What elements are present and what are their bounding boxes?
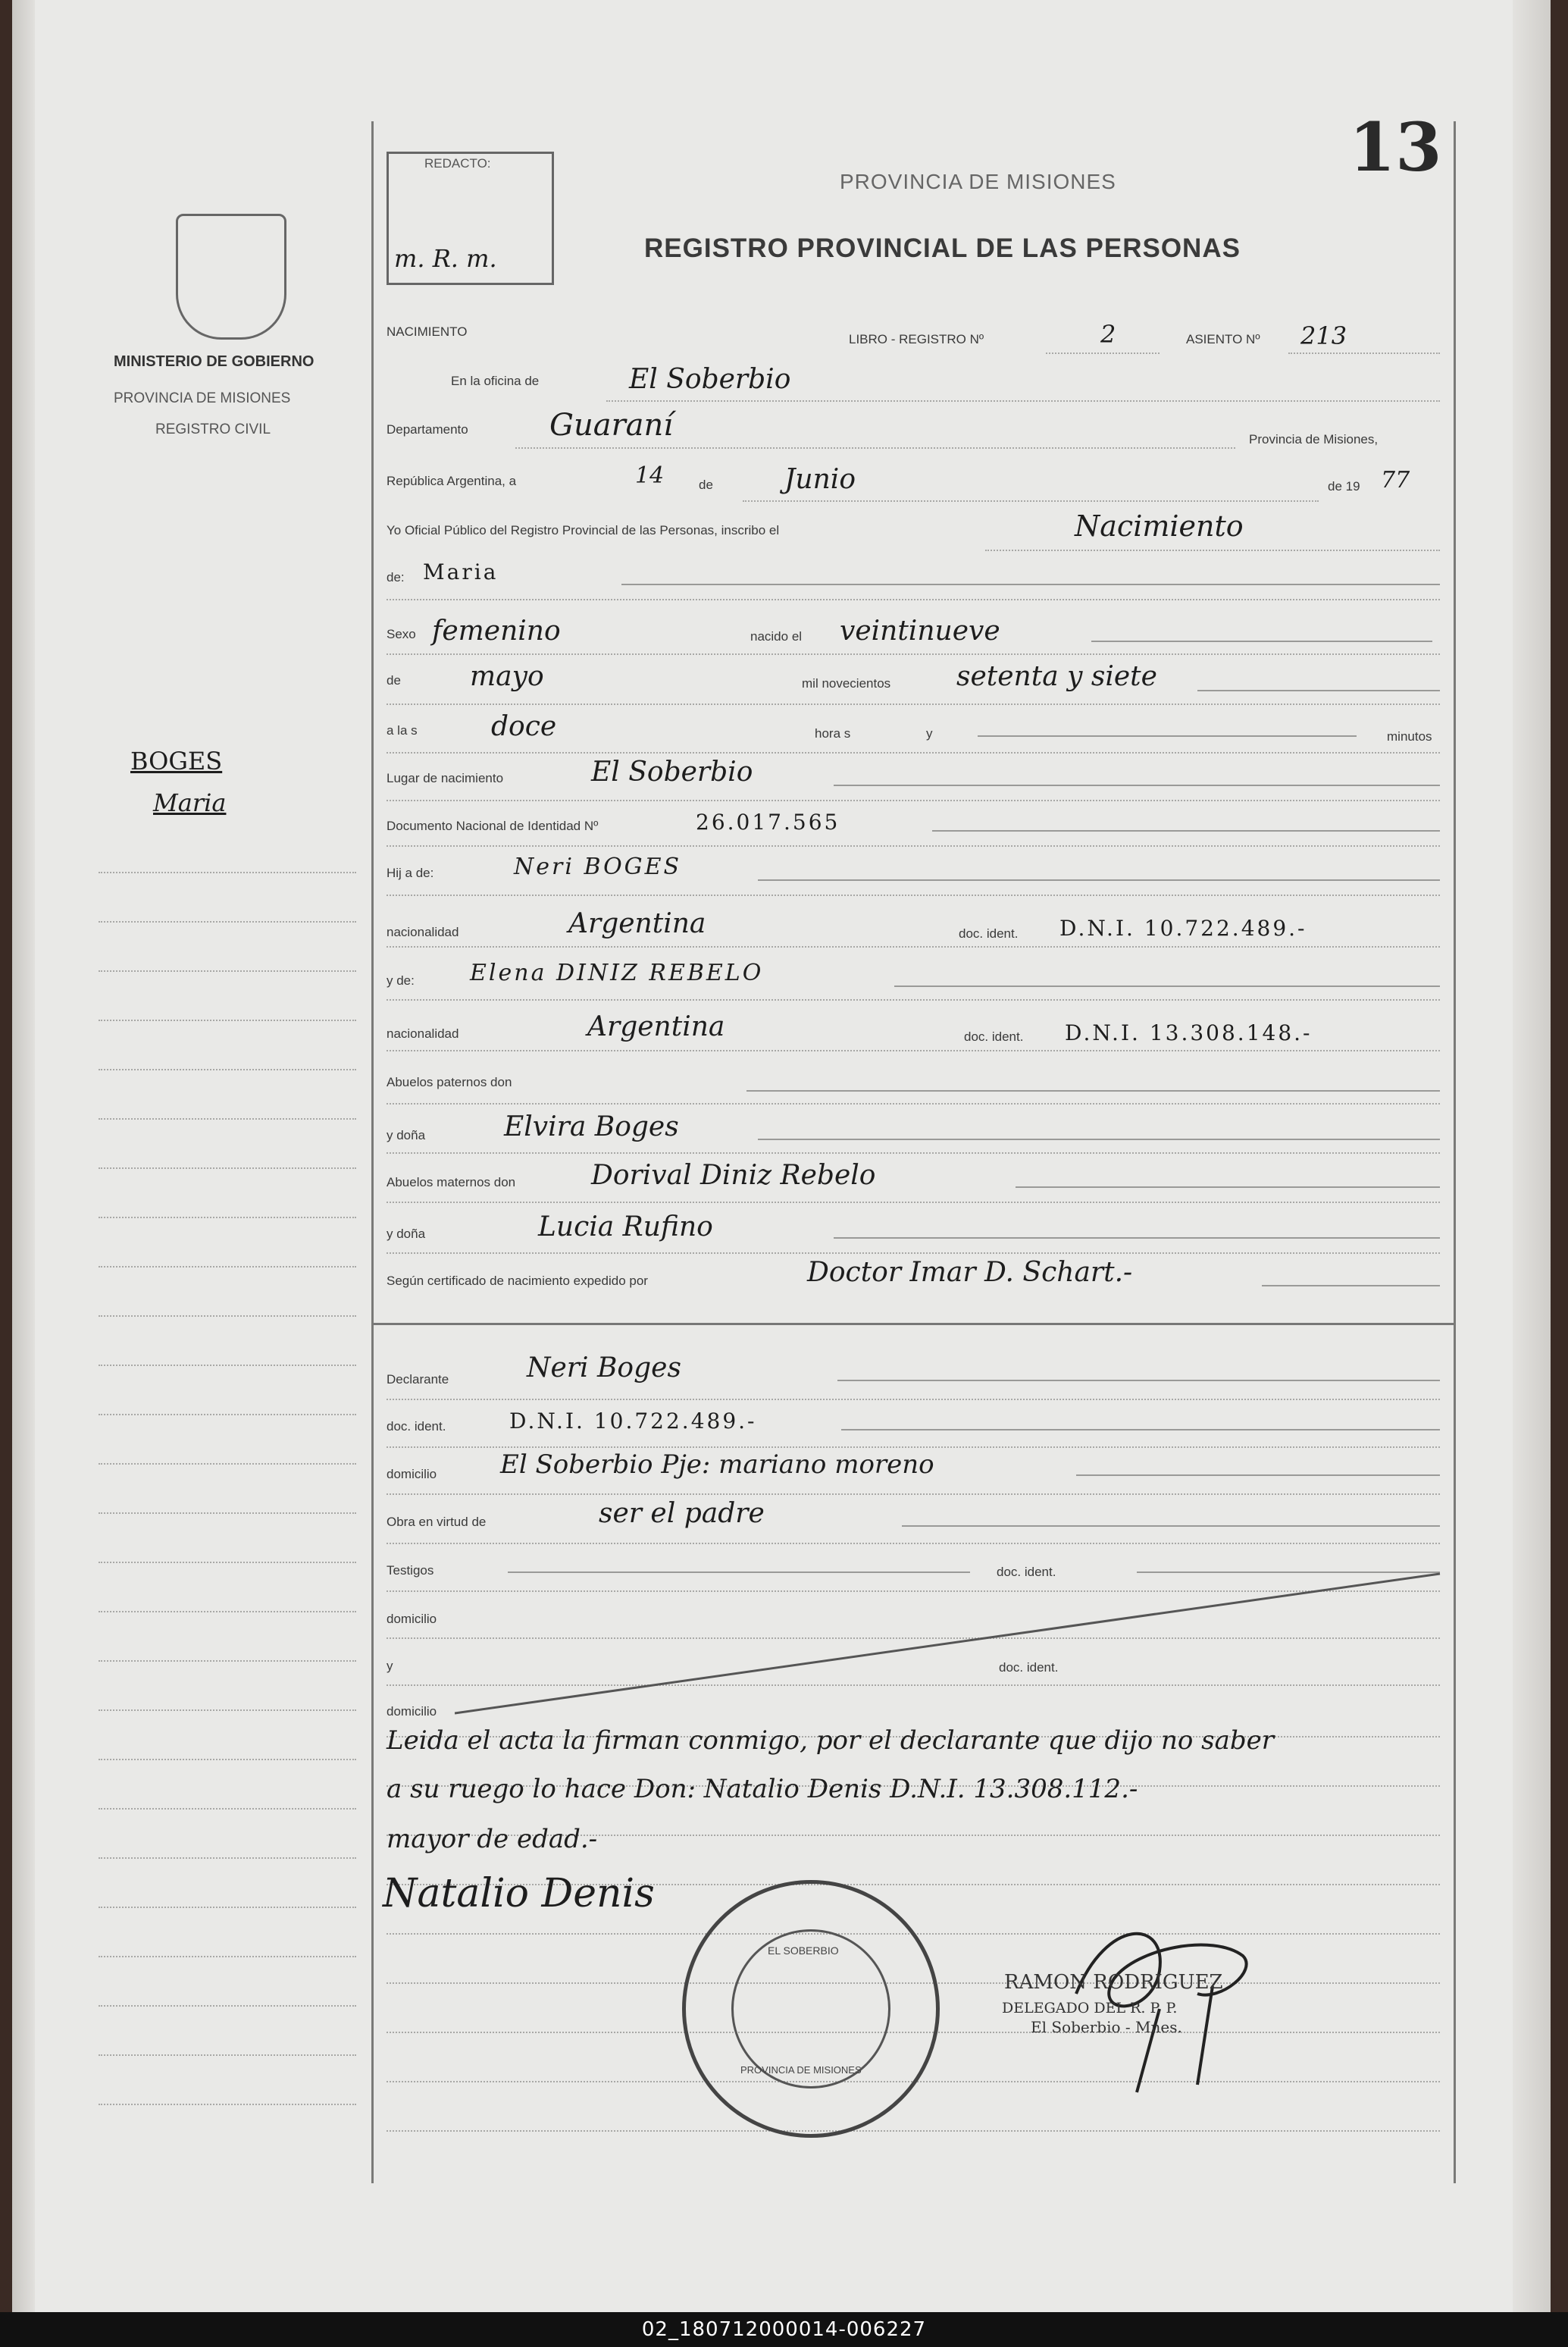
page-number: 13	[1349, 108, 1442, 186]
margin-name: Maria	[153, 788, 227, 817]
de2-label: de	[387, 673, 401, 688]
oficial-value: Nacimiento	[1075, 509, 1244, 543]
y2-label: y	[387, 1659, 393, 1673]
doc2-value: D.N.I. 13.308.148.-	[1065, 1020, 1313, 1045]
declarant-signature: Natalio Denis	[383, 1871, 655, 1916]
header-title: REGISTRO PROVINCIAL DE LAS PERSONAS	[644, 233, 1241, 263]
de-nombre-label: de:	[387, 570, 405, 584]
stamp-inner-bottom: PROVINCIA DE MISIONES	[740, 2064, 862, 2076]
hijo-label: Hij a de:	[387, 866, 434, 880]
abpat-label: Abuelos paternos don	[387, 1075, 512, 1089]
libro-label: LIBRO - REGISTRO Nº	[849, 332, 984, 346]
padre-value: Neri BOGES	[514, 854, 682, 880]
mil-label: mil novecientos	[802, 676, 891, 691]
ydona1-value: Elvira Boges	[504, 1111, 679, 1142]
dia-value: 14	[635, 462, 665, 489]
segun-value: Doctor Imar D. Schart.-	[807, 1257, 1133, 1288]
de-label: de	[699, 478, 713, 492]
province-label: PROVINCIA DE MISIONES	[114, 390, 291, 406]
asiento-value: 213	[1300, 321, 1347, 350]
section-label: NACIMIENTO	[387, 324, 468, 339]
horas-label: hora s	[815, 726, 851, 741]
dni-value: 26.017.565	[696, 810, 840, 835]
cancellation-line	[455, 1569, 1448, 1721]
mes2-value: mayo	[470, 661, 544, 692]
redacto-label: REDACTO:	[424, 156, 491, 171]
oficina-value: El Soberbio	[629, 364, 791, 395]
official-stamp	[682, 1880, 940, 2138]
abmat-label: Abuelos maternos don	[387, 1175, 516, 1189]
asiento-label: ASIENTO Nº	[1186, 332, 1260, 346]
signatory-role: DELEGADO DEL R. P. P.	[1002, 2000, 1178, 2016]
book-spine	[12, 0, 35, 2312]
anio-label: de 19	[1328, 479, 1360, 494]
redacto-value: m. R. m.	[394, 244, 497, 273]
y-label: y	[926, 726, 933, 741]
segun-label: Según certificado de nacimiento expedido por	[387, 1274, 648, 1288]
ydona2-label: y doña	[387, 1227, 426, 1241]
margin-surname: BOGES	[130, 747, 223, 776]
oficina-label: En la oficina de	[451, 374, 540, 388]
domicilio3-label: domicilio	[387, 1704, 437, 1719]
stamp-inner-top: EL SOBERBIO	[768, 1944, 839, 1957]
domicilio2-label: domicilio	[387, 1612, 437, 1626]
dni-label: Documento Nacional de Identidad Nº	[387, 819, 599, 833]
ydona2-value: Lucia Rufino	[538, 1211, 713, 1242]
domicilio-value: El Soberbio Pje: mariano moreno	[500, 1449, 934, 1480]
abmat-value: Dorival Diniz Rebelo	[591, 1160, 876, 1191]
sexo-value: femenino	[432, 616, 561, 647]
nac1-label: nacionalidad	[387, 925, 459, 939]
nac1-value: Argentina	[568, 908, 706, 939]
nota-line3: mayor de edad.-	[387, 1824, 598, 1854]
docdecl-label: doc. ident.	[387, 1419, 446, 1434]
signatory-name: RAMON RODRIGUEZ	[1004, 1971, 1223, 1994]
nota-line2: a su ruego lo hace Don: Natalio Denis D.N.I. 13.308.112.-	[387, 1774, 1138, 1804]
nac2-value: Argentina	[587, 1011, 725, 1042]
coat-of-arms-seal	[176, 214, 286, 340]
oficial-label: Yo Oficial Público del Registro Provincial de las Personas, inscribo el	[387, 523, 780, 537]
obra-value: ser el padre	[599, 1498, 765, 1529]
doc1-label: doc. ident.	[959, 926, 1019, 941]
declarante-label: Declarante	[387, 1372, 449, 1387]
sexo-label: Sexo	[387, 627, 416, 641]
lugar-label: Lugar de nacimiento	[387, 771, 504, 785]
docdecl-value: D.N.I. 10.722.489.-	[509, 1409, 757, 1434]
testigos-label: Testigos	[387, 1563, 434, 1578]
departamento-label: Departamento	[387, 422, 468, 437]
departamento-value: Guaraní	[549, 408, 674, 443]
provincia-suffix: Provincia de Misiones,	[1249, 432, 1379, 447]
ministry-label: MINISTERIO DE GOBIERNO	[114, 353, 315, 370]
nombre-value: Maria	[423, 559, 499, 584]
left-margin-rule	[371, 121, 374, 2183]
page-edge	[1513, 0, 1551, 2312]
office-label: REGISTRO CIVIL	[155, 421, 271, 437]
declarante-value: Neri Boges	[527, 1352, 681, 1383]
alas-value: doce	[491, 711, 557, 742]
nacido-value: veintinueve	[840, 616, 1000, 647]
nac2-label: nacionalidad	[387, 1026, 459, 1041]
signatory-place: El Soberbio - Mnes.	[1031, 2018, 1182, 2036]
doc1-value: D.N.I. 10.722.489.-	[1059, 916, 1307, 941]
doc3-label: doc. ident.	[997, 1565, 1056, 1579]
nacido-label: nacido el	[750, 629, 803, 644]
alas-label: a la s	[387, 723, 418, 738]
minutos-label: minutos	[1387, 729, 1432, 744]
anio-value: 77	[1381, 467, 1410, 494]
header-province: PROVINCIA DE MISIONES	[840, 170, 1116, 193]
right-margin-rule	[1454, 121, 1456, 2183]
yde-label: y de:	[387, 973, 415, 988]
doc2-label: doc. ident.	[964, 1029, 1024, 1044]
domicilio-label: domicilio	[387, 1467, 437, 1481]
mil-value: setenta y siete	[956, 661, 1157, 692]
footer-id: 02_180712000014-006227	[641, 2318, 927, 2341]
mes-value: Junio	[784, 464, 856, 495]
madre-value: Elena DINIZ REBELO	[470, 960, 764, 986]
nota-line1: Leida el acta la firman conmigo, por el declarante que dijo no saber	[387, 1725, 1275, 1756]
obra-label: Obra en virtud de	[387, 1515, 487, 1529]
libro-value: 2	[1100, 320, 1116, 349]
ydona1-label: y doña	[387, 1128, 426, 1142]
doc4-label: doc. ident.	[999, 1660, 1059, 1675]
section-divider	[374, 1323, 1454, 1325]
republica-label: República Argentina, a	[387, 474, 517, 488]
lugar-value: El Soberbio	[591, 757, 753, 788]
margin-dotted-rules	[99, 872, 356, 873]
